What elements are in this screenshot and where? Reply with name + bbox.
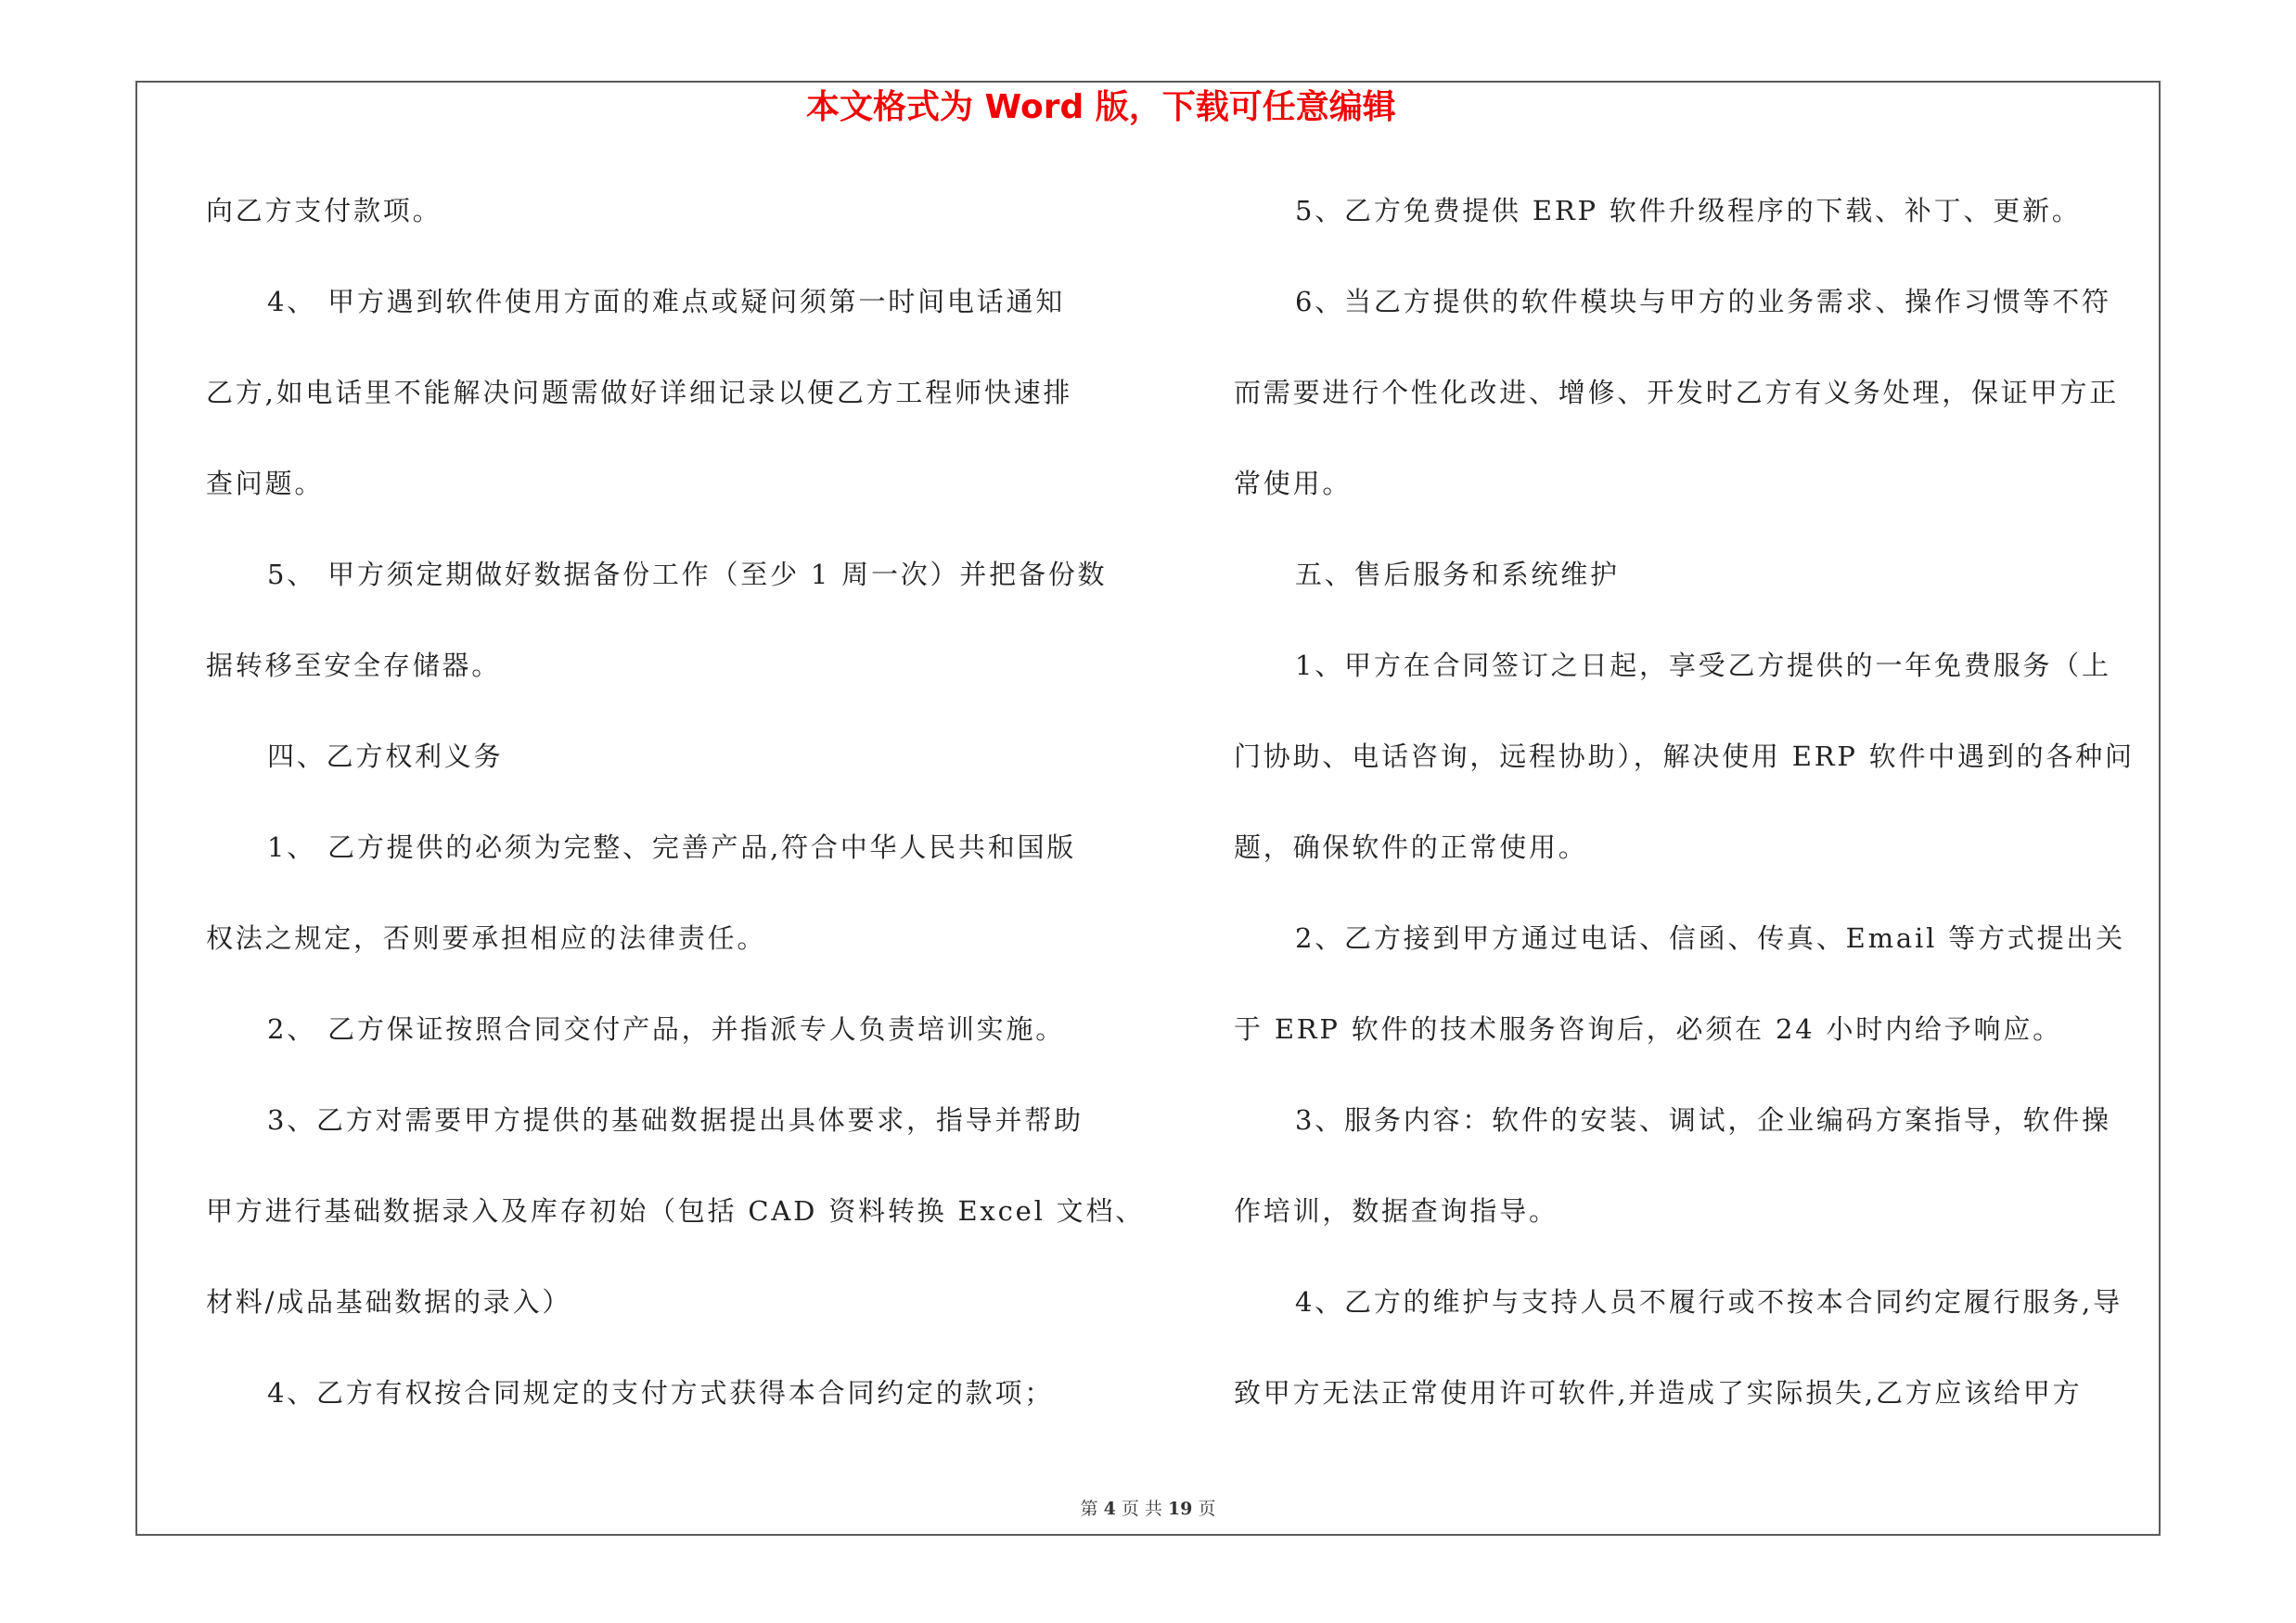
text-line: 3、乙方对需要甲方提供的基础数据提出具体要求，指导并帮助 bbox=[267, 1104, 1084, 1136]
text-line: 4、乙方有权按合同规定的支付方式获得本合同约定的款项； bbox=[267, 1377, 1055, 1409]
text-line: 材料/成品基础数据的录入） bbox=[206, 1286, 572, 1318]
format-notice: 本文格式为 Word 版，下载可任意编辑 bbox=[806, 88, 1396, 126]
text-line: 1、 乙方提供的必须为完整、完善产品,符合中华人民共和国版 bbox=[267, 831, 1077, 863]
text-line: 1、甲方在合同签订之日起，享受乙方提供的一年免费服务（上 bbox=[1295, 650, 2111, 681]
total-page-count: 19 bbox=[1167, 1499, 1193, 1519]
page-number-suffix: 页 bbox=[1198, 1499, 1216, 1519]
text-line: 门协助、电话咨询，远程协助），解决使用 ERP 软件中遇到的各种问 bbox=[1234, 741, 2135, 772]
text-line: 甲方进行基础数据录入及库存初始（包括 CAD 资料转换 Excel 文档、 bbox=[206, 1195, 1146, 1227]
page-number-middle: 页 共 bbox=[1121, 1499, 1162, 1519]
text-line: 4、 甲方遇到软件使用方面的难点或疑问须第一时间电话通知 bbox=[267, 286, 1066, 317]
text-line: 5、乙方免费提供 ERP 软件升级程序的下载、补丁、更新。 bbox=[1295, 195, 2082, 226]
page-number-prefix: 第 bbox=[1080, 1499, 1098, 1519]
left-text-column bbox=[206, 165, 1217, 1438]
text-line: 2、乙方接到甲方通过电话、信函、传真、Email 等方式提出关 bbox=[1295, 922, 2125, 954]
text-line: 4、乙方的维护与支持人员不履行或不按本合同约定履行服务,导 bbox=[1295, 1286, 2123, 1318]
right-text-column bbox=[1234, 165, 2157, 1438]
text-line: 而需要进行个性化改进、增修、开发时乙方有义务处理，保证甲方正 bbox=[1234, 377, 2120, 408]
text-line: 乙方,如电话里不能解决问题需做好详细记录以便乙方工程师快速排 bbox=[206, 377, 1073, 408]
text-line: 作培训，数据查询指导。 bbox=[1234, 1195, 1558, 1227]
text-line: 3、服务内容：软件的安装、调试，企业编码方案指导，软件操 bbox=[1295, 1104, 2111, 1136]
page-number bbox=[0, 1496, 2296, 1522]
text-line: 5、 甲方须定期做好数据备份工作（至少 1 周一次）并把备份数 bbox=[267, 559, 1108, 590]
text-line: 据转移至安全存储器。 bbox=[206, 650, 502, 681]
text-line: 常使用。 bbox=[1234, 468, 1353, 499]
text-line: 2、 乙方保证按照合同交付产品，并指派专人负责培训实施。 bbox=[267, 1013, 1066, 1045]
text-line: 致甲方无法正常使用许可软件,并造成了实际损失,乙方应该给甲方 bbox=[1234, 1377, 2083, 1409]
text-line: 权法之规定，否则要承担相应的法律责任。 bbox=[206, 922, 767, 954]
text-line: 题，确保软件的正常使用。 bbox=[1234, 831, 1588, 863]
section-heading: 五、售后服务和系统维护 bbox=[1295, 559, 1620, 590]
text-line: 6、当乙方提供的软件模块与甲方的业务需求、操作习惯等不符 bbox=[1295, 286, 2111, 317]
text-line: 查问题。 bbox=[206, 468, 325, 499]
section-heading: 四、乙方权利义务 bbox=[267, 741, 504, 772]
text-line: 于 ERP 软件的技术服务咨询后，必须在 24 小时内给予响应。 bbox=[1234, 1013, 2062, 1045]
current-page-number: 4 bbox=[1103, 1499, 1116, 1519]
text-line: 向乙方支付款项。 bbox=[206, 195, 443, 226]
